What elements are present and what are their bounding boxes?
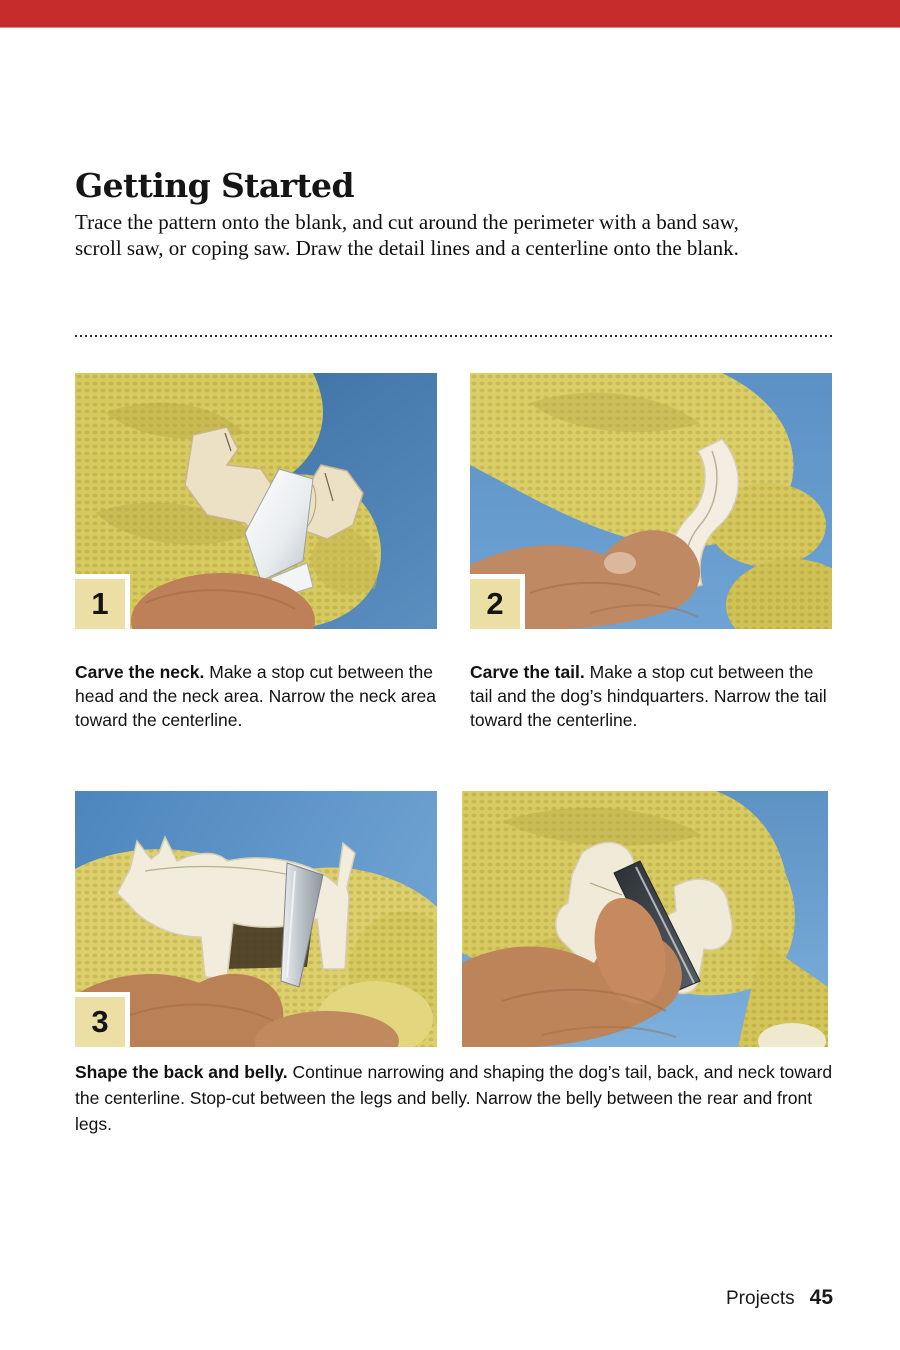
step-2-badge: 2 [470,574,525,629]
intro-paragraph: Trace the pattern onto the blank, and cut around the perimeter with a band saw, scroll saw, or coping saw. Draw the detail lines and a centerline onto the blank. [75,210,739,261]
step-1-caption-lead: Carve the neck. [75,661,205,682]
step-3-photo-b-illustration [462,791,828,1047]
step-1-caption-text: Make a stop cut between the head and the neck area. Narrow the neck area toward the centerline. [75,661,436,730]
page-body [0,168,900,1137]
photo-row-2 [75,791,833,1047]
step-1-badge: 1 [75,574,130,629]
top-accent-bar [0,0,900,28]
step-2-photo [470,373,832,629]
footer-section-label: Projects [726,1288,795,1309]
page-title: Getting Started [75,166,354,205]
step-2-caption [470,660,832,732]
step-3-caption-lead: Shape the back and belly. [75,1062,288,1083]
step-3-caption-text: Continue narrowing and shaping the dog’s tail, back, and neck toward the centerline. Stop-cut between the legs and belly. Narrow the belly between the rear and front legs. [75,1062,833,1135]
step-2-caption-text: Make a stop cut between the tail and the dog’s hindquarters. Narrow the tail toward the centerline. [470,661,827,730]
step-3-photo [75,791,437,1047]
page-footer [726,1286,833,1310]
step-1-caption [75,660,437,732]
step-1-photo [75,373,437,629]
step-3-badge: 3 [75,992,130,1047]
step-3-photo-b [462,791,828,1047]
step-3-caption [75,1059,833,1137]
caption-row [75,642,833,749]
photo-row-1 [75,373,833,629]
footer-page-number: 45 [809,1286,833,1309]
dotted-divider [75,335,833,338]
step-2-caption-lead: Carve the tail. [470,661,585,682]
